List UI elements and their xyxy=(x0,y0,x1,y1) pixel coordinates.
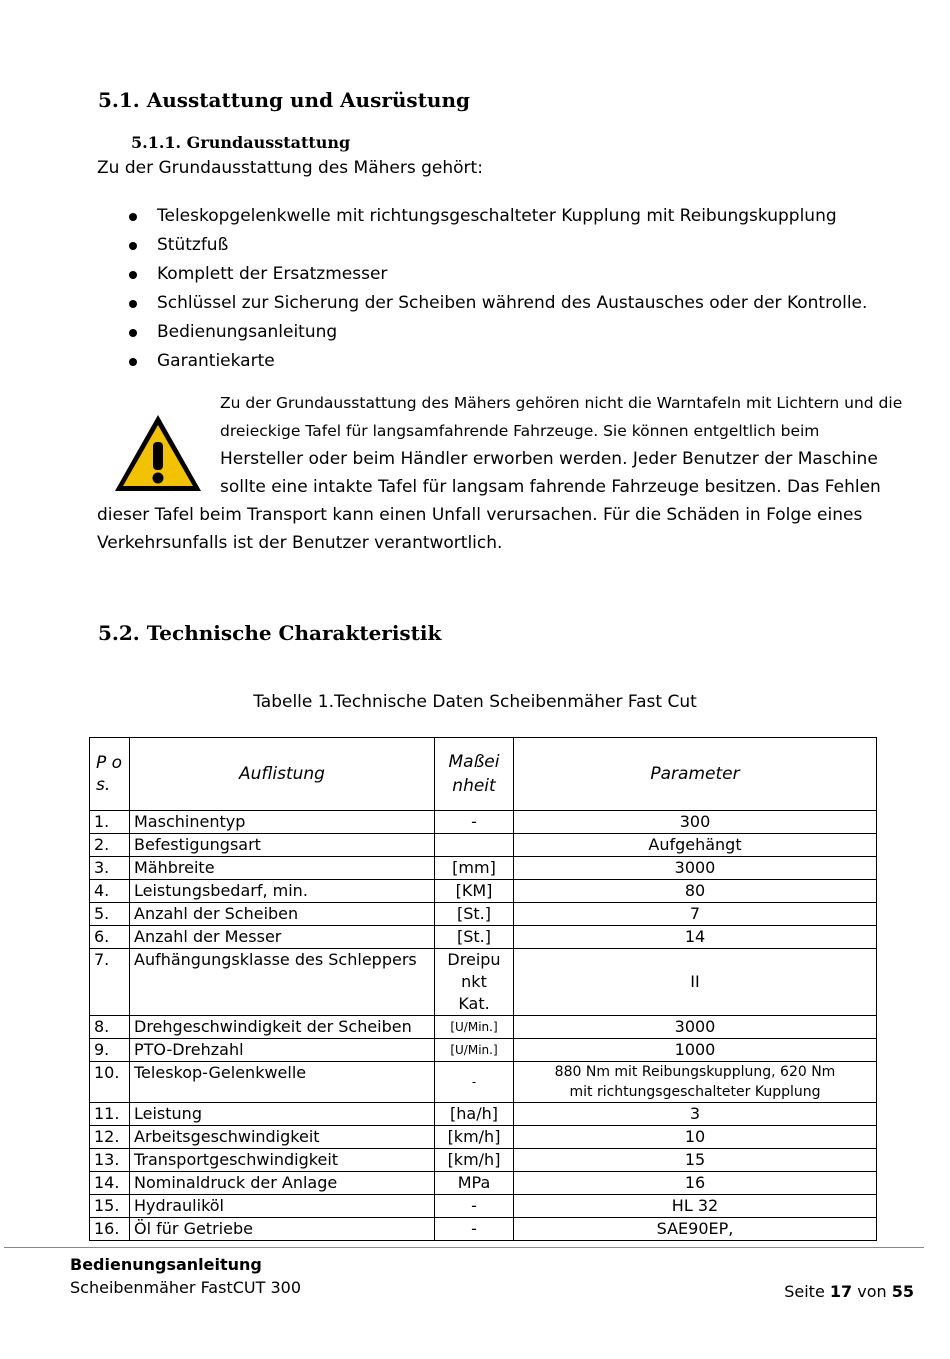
list-item-text: Bedienungsanleitung xyxy=(157,322,338,342)
page-total: 55 xyxy=(891,1282,914,1301)
header-unit: Maßei nheit xyxy=(435,738,514,811)
cell-unit: MPa xyxy=(435,1172,514,1195)
cell-param: 14 xyxy=(514,926,877,949)
cell-unit: [St.] xyxy=(435,903,514,926)
warning-text-line: Zu der Grundausstattung des Mähers gehören nicht die Warntafeln mit Lichtern und die xyxy=(220,394,903,412)
header-pos: P o s. xyxy=(90,738,130,811)
list-item xyxy=(97,202,867,231)
cell-pos: 8. xyxy=(90,1016,130,1039)
cell-unit: - xyxy=(435,1218,514,1241)
intro-text: Zu der Grundausstattung des Mähers gehört: xyxy=(97,158,483,178)
cell-param: 880 Nm mit Reibungskupplung, 620 Nm mit richtungsgeschalteter Kupplung xyxy=(514,1062,877,1103)
cell-pos: 11. xyxy=(90,1103,130,1126)
table-row xyxy=(90,1195,877,1218)
table-row xyxy=(90,1062,877,1103)
list-item xyxy=(97,260,867,289)
list-item xyxy=(97,347,867,376)
cell-unit: [ha/h] xyxy=(435,1103,514,1126)
cell-param: 15 xyxy=(514,1149,877,1172)
bullet-icon xyxy=(129,358,137,366)
table-row xyxy=(90,1218,877,1241)
technical-data-table xyxy=(89,737,877,1241)
cell-param: Aufgehängt xyxy=(514,834,877,857)
cell-name: Befestigungsart xyxy=(130,834,435,857)
cell-unit: [U/Min.] xyxy=(435,1016,514,1039)
table-row xyxy=(90,949,877,1016)
cell-pos: 5. xyxy=(90,903,130,926)
warning-text-line: Verkehrsunfalls ist der Benutzer verantwortlich. xyxy=(97,533,503,553)
cell-unit: [km/h] xyxy=(435,1126,514,1149)
cell-param: 300 xyxy=(514,811,877,834)
page-number xyxy=(784,1282,914,1301)
table-row xyxy=(90,1039,877,1062)
bullet-icon xyxy=(129,242,137,250)
footer-title: Bedienungsanleitung xyxy=(70,1255,262,1274)
cell-name: Maschinentyp xyxy=(130,811,435,834)
table-row xyxy=(90,811,877,834)
table-row xyxy=(90,1103,877,1126)
cell-unit: [U/Min.] xyxy=(435,1039,514,1062)
table-header-row xyxy=(90,738,877,811)
table-row xyxy=(90,903,877,926)
cell-unit: [mm] xyxy=(435,857,514,880)
table-row xyxy=(90,1149,877,1172)
table-row xyxy=(90,1126,877,1149)
cell-name: Nominaldruck der Anlage xyxy=(130,1172,435,1195)
table-caption: Tabelle 1.Technische Daten Scheibenmäher Fast Cut xyxy=(253,692,697,712)
warning-text-line: dieser Tafel beim Transport kann einen Unfall verursachen. Für die Schäden in Folge eines xyxy=(97,505,863,525)
page-mid: von xyxy=(852,1282,892,1301)
cell-param: 3000 xyxy=(514,1016,877,1039)
cell-param: 7 xyxy=(514,903,877,926)
warning-text-line: Hersteller oder beim Händler erworben werden. Jeder Benutzer der Maschine xyxy=(220,449,878,469)
warning-text-line: sollte eine intakte Tafel für langsam fahrende Fahrzeuge besitzen. Das Fehlen xyxy=(220,477,881,497)
cell-name: Hydrauliköl xyxy=(130,1195,435,1218)
cell-unit: - xyxy=(435,1195,514,1218)
page-current: 17 xyxy=(829,1282,853,1301)
cell-pos: 10. xyxy=(90,1062,130,1103)
cell-name: Aufhängungsklasse des Schleppers xyxy=(130,949,435,1016)
table-row xyxy=(90,926,877,949)
bullet-icon xyxy=(129,300,137,308)
table-row xyxy=(90,1016,877,1039)
bullet-icon xyxy=(129,213,137,221)
cell-name: Transportgeschwindigkeit xyxy=(130,1149,435,1172)
cell-unit: [St.] xyxy=(435,926,514,949)
table-row xyxy=(90,857,877,880)
warning-text-line xyxy=(220,421,819,441)
cell-param: SAE90EP, xyxy=(514,1218,877,1241)
header-name: Auflistung xyxy=(130,738,435,811)
cell-pos: 3. xyxy=(90,857,130,880)
list-item xyxy=(97,318,867,347)
cell-pos: 4. xyxy=(90,880,130,903)
cell-name: Arbeitsgeschwindigkeit xyxy=(130,1126,435,1149)
cell-param: II xyxy=(514,949,877,1016)
cell-pos: 6. xyxy=(90,926,130,949)
table-row xyxy=(90,834,877,857)
cell-unit: [KM] xyxy=(435,880,514,903)
table-row xyxy=(90,880,877,903)
cell-unit xyxy=(435,834,514,857)
cell-unit: Dreipu nkt Kat. xyxy=(435,949,514,1016)
list-item-text: Garantiekarte xyxy=(157,351,275,371)
cell-pos: 1. xyxy=(90,811,130,834)
page-prefix: Seite xyxy=(784,1282,830,1301)
cell-unit: - xyxy=(435,811,514,834)
cell-name: Mähbreite xyxy=(130,857,435,880)
list-item-text: Komplett der Ersatzmesser xyxy=(157,264,388,284)
cell-param: 3 xyxy=(514,1103,877,1126)
cell-pos: 14. xyxy=(90,1172,130,1195)
cell-name: Anzahl der Scheiben xyxy=(130,903,435,926)
cell-name: Leistungsbedarf, min. xyxy=(130,880,435,903)
section-title: 5.2. Technische Charakteristik xyxy=(98,621,442,645)
list-item-text: Schlüssel zur Sicherung der Scheiben während des Austausches oder der Kontrolle. xyxy=(157,293,868,313)
cell-name: Öl für Getriebe xyxy=(130,1218,435,1241)
bullet-icon xyxy=(129,271,137,279)
list-item-text: Teleskopgelenkwelle mit richtungsgeschalteter Kupplung mit Reibungskupplung xyxy=(157,206,837,226)
cell-pos: 15. xyxy=(90,1195,130,1218)
list-item xyxy=(97,289,867,318)
cell-name: Drehgeschwindigkeit der Scheiben xyxy=(130,1016,435,1039)
cell-pos: 7. xyxy=(90,949,130,1016)
cell-param: HL 32 xyxy=(514,1195,877,1218)
cell-unit: [km/h] xyxy=(435,1149,514,1172)
subsection-title: 5.1.1. Grundausstattung xyxy=(131,133,351,152)
bullet-icon xyxy=(129,329,137,337)
section-title: 5.1. Ausstattung und Ausrüstung xyxy=(98,88,470,112)
cell-pos: 13. xyxy=(90,1149,130,1172)
cell-name: Teleskop-Gelenkwelle xyxy=(130,1062,435,1103)
warning-triangle-icon xyxy=(112,412,204,494)
list-item xyxy=(97,231,867,260)
footer-divider xyxy=(4,1247,924,1248)
cell-pos: 12. xyxy=(90,1126,130,1149)
header-param: Parameter xyxy=(514,738,877,811)
cell-name: Anzahl der Messer xyxy=(130,926,435,949)
cell-pos: 2. xyxy=(90,834,130,857)
cell-param: 80 xyxy=(514,880,877,903)
cell-name: Leistung xyxy=(130,1103,435,1126)
warning-text-segment: dreieckige Tafel für langsamfahrende Fahrzeuge. Sie können entgeltlich beim xyxy=(220,422,820,440)
cell-pos: 16. xyxy=(90,1218,130,1241)
cell-param: 3000 xyxy=(514,857,877,880)
cell-name: PTO-Drehzahl xyxy=(130,1039,435,1062)
cell-pos: 9. xyxy=(90,1039,130,1062)
table-row xyxy=(90,1172,877,1195)
cell-unit: - xyxy=(435,1062,514,1103)
cell-param: 1000 xyxy=(514,1039,877,1062)
footer-subtitle: Scheibenmäher FastCUT 300 xyxy=(70,1278,301,1297)
cell-param: 16 xyxy=(514,1172,877,1195)
cell-param: 10 xyxy=(514,1126,877,1149)
equipment-list xyxy=(97,202,867,376)
list-item-text: Stützfuß xyxy=(157,235,229,255)
